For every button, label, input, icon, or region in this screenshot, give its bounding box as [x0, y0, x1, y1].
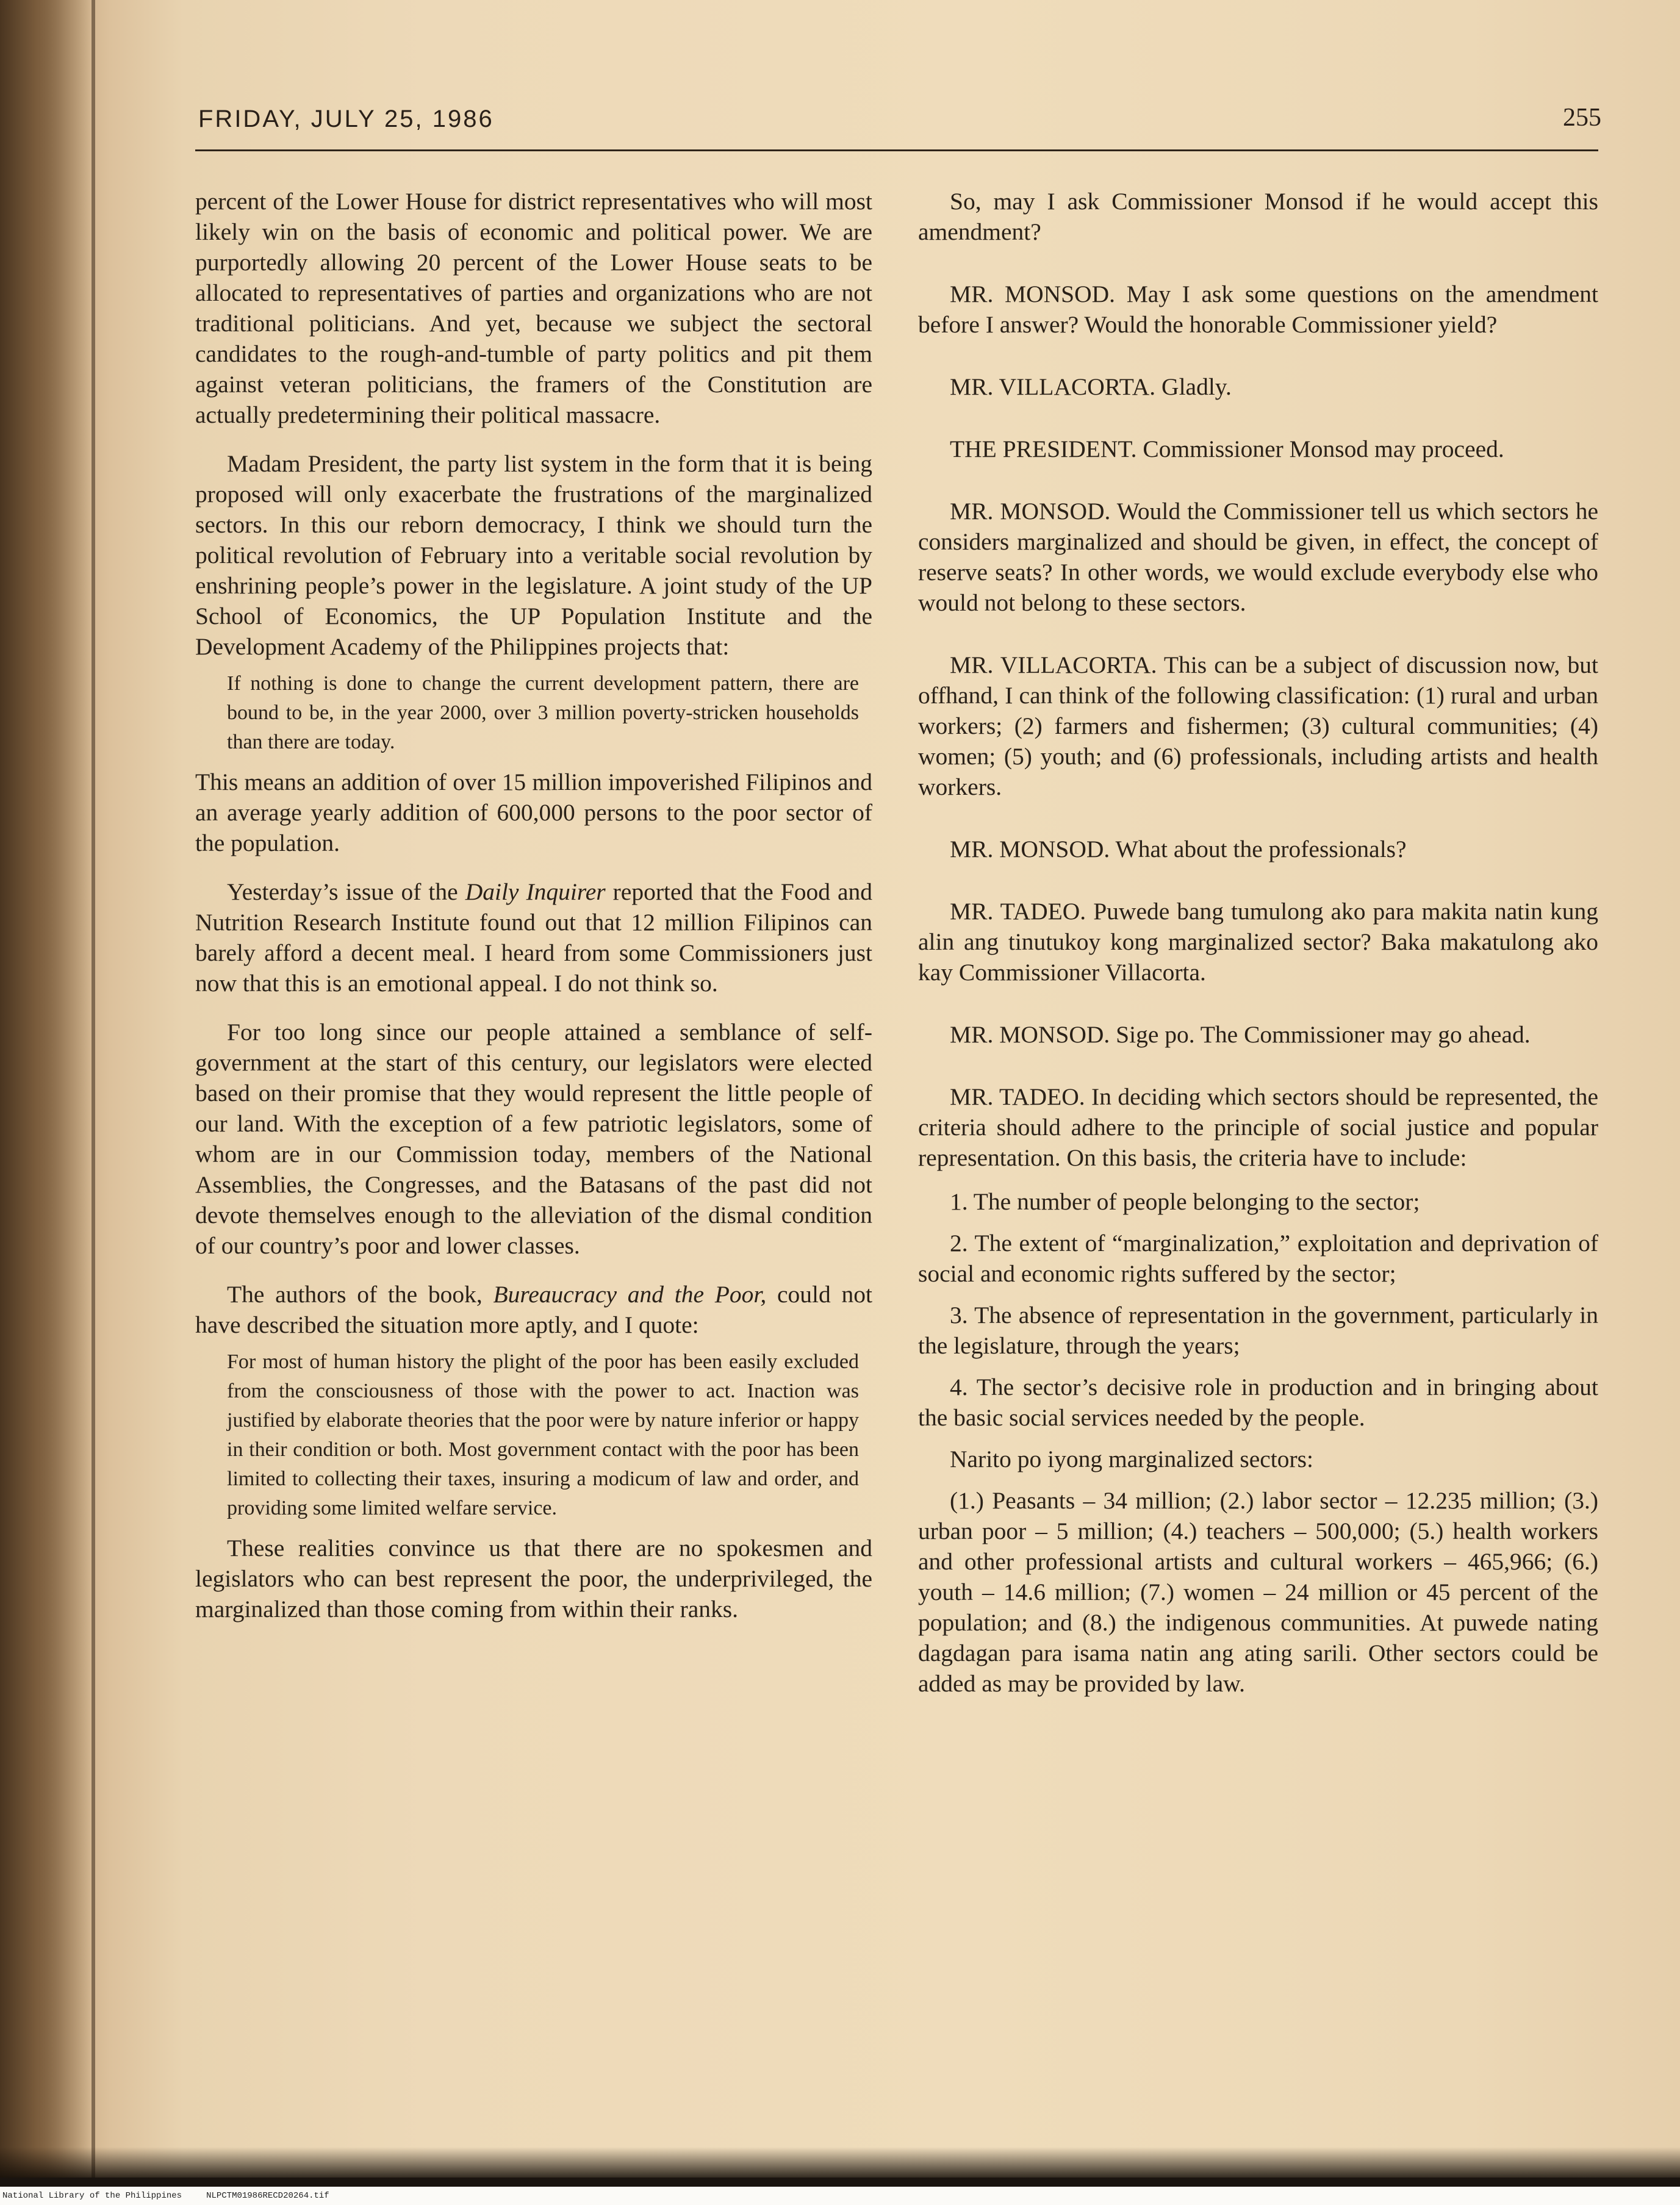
text-run: could not have described the situation more aptly, and I quote: — [195, 1281, 873, 1338]
criteria-item: 1. The number of people belonging to the sector; — [950, 1188, 1420, 1215]
sector-list: (1.) Peasants – 34 million; (2.) labor sector – 12.235 million; (3.) urban poor – 5 million; (4.) teachers – 500,000; (5.) health workers and other professional artists and cultural workers – 465,966; (6.) youth – 14.6 million; (7.) women – 24 million or 45 percent of the population; and (8.) the indigenous communities. At puwede nating dagdagan para isama natin ang ating sarili. Other sectors could be added as may be provided by law. — [918, 1487, 1598, 1697]
speaker-line: MR. MONSOD. What about the professionals? — [950, 836, 1407, 862]
criteria-item: 3. The absence of representation in the government, particularly in the legislature, through the years; — [918, 1302, 1598, 1359]
book-title: Bureaucracy and the Poor, — [493, 1281, 767, 1308]
speaker-line: MR. TADEO. Puwede bang tumulong ako para makita natin kung alin ang tinutukoy kong marginalized sector? Baka makatulong ako kay Commissioner Villacorta. — [918, 898, 1598, 986]
block-quote: For most of human history the plight of the poor has been easily excluded from the consciousness of those with the power to act. Inaction was justified by elaborate theories that the poor were by nature inferior or happy in their condition or both. Most government contact with the poor has been limited to collecting their taxes, insuring a modicum of law and order, and providing some limited welfare service. — [227, 1350, 859, 1519]
left-column — [195, 186, 872, 1643]
paragraph: This means an addition of over 15 million impoverished Filipinos and an average yearly addition of 600,000 persons to the poor sector of the population. — [195, 769, 872, 856]
speaker-line: MR. TADEO. In deciding which sectors should be represented, the criteria should adhere to the principle of social justice and popular representation. On this basis, the criteria have to include: — [918, 1083, 1598, 1171]
paragraph: percent of the Lower House for district representatives who will most likely win on the basis of economic and political power. We are purportedly allowing 20 percent of the Lower House seats to be allocated to representatives of parties and organizations who are not traditional politicians. And yet, because we subject the sectoral candidates to the rough-and-tumble of party politics and pit them against veteran politicians, the framers of the Constitution are actually predetermining their political massacre. — [195, 188, 872, 428]
speaker-line: MR. VILLACORTA. This can be a subject of discussion now, but offhand, I can think of the following classification: (1) rural and urban workers; (2) farmers and fishermen; (3) cultural communities; (4) women; (5) youth; and (6) professionals, including artists and health workers. — [918, 651, 1598, 800]
paragraph: Narito po iyong marginalized sectors: — [950, 1446, 1314, 1472]
block-quote: If nothing is done to change the current development pattern, there are bound to be, in the year 2000, over 3 million poverty-stricken households than there are today. — [227, 672, 859, 753]
criteria-item: 4. The sector’s decisive role in production and in bringing about the basic social services needed by the people. — [918, 1374, 1598, 1431]
speaker-line: MR. MONSOD. Sige po. The Commissioner may go ahead. — [950, 1021, 1531, 1048]
scan-filename: NLPCTM01986RECD20264.tif — [206, 2191, 329, 2201]
speaker-line: MR. MONSOD. Would the Commissioner tell us which sectors he considers marginalized and should be given, in effect, the concept of reserve seats? In other words, we would exclude everybody else who would not belong to these sectors. — [918, 498, 1598, 616]
right-column — [918, 186, 1598, 1710]
paragraph: Madam President, the party list system in the form that it is being proposed will only exacerbate the frustrations of the marginalized sectors. In this our reborn democracy, I think we should turn the political revolution of February into a veritable social revolution by enshrining people’s power in the legislature. A joint study of the UP School of Economics, the UP Population Institute and the Development Academy of the Philippines projects that: — [195, 450, 872, 660]
page-header — [198, 101, 1601, 143]
text-run: The authors of the book, — [227, 1281, 494, 1308]
speaker-line: MR. MONSOD. May I ask some questions on the amendment before I answer? Would the honorable Commissioner yield? — [918, 281, 1598, 338]
speaker-line: MR. VILLACORTA. Gladly. — [950, 373, 1232, 400]
paragraph — [195, 877, 872, 999]
scan-footer — [0, 2187, 1680, 2205]
paragraph: These realities convince us that there are no spokesmen and legislators who can best represent the poor, the underprivileged, the marginalized than those coming from within their ranks. — [195, 1535, 872, 1622]
page-bottom-edge — [0, 2147, 1680, 2178]
text-run: Yesterday’s issue of the — [227, 878, 465, 905]
page-fold-shadow — [0, 0, 92, 2178]
header-rule — [195, 149, 1598, 151]
binding-edge — [92, 0, 95, 2178]
criteria-item: 2. The extent of “marginalization,” exploitation and deprivation of social and economic rights suffered by the sector; — [918, 1230, 1598, 1287]
paragraph: For too long since our people attained a semblance of self-government at the start of this century, our legislators were elected based on their promise that they would represent the little people of our land. With the exception of a few patriotic legislators, some of whom are in our Commission today, members of the National Assemblies, the Congresses, and the Batasans of the past did not devote themselves enough to the alleviation of the dismal condition of our country’s poor and lower classes. — [195, 1019, 872, 1259]
paragraph — [195, 1279, 872, 1340]
speaker-line: THE PRESIDENT. Commissioner Monsod may proceed. — [950, 436, 1504, 462]
publication-title: Daily Inquirer — [465, 878, 606, 905]
paragraph: So, may I ask Commissioner Monsod if he would accept this amendment? — [918, 188, 1598, 245]
page-number: 255 — [1563, 104, 1601, 132]
header-date: FRIDAY, JULY 25, 1986 — [198, 106, 494, 132]
library-credit: National Library of the Philippines — [2, 2191, 182, 2201]
text-run: reported that the Food and Nutrition Research Institute found out that 12 million Filipinos can barely afford a decent meal. I heard from some Commissioners just now that this is an emotional appeal. I do not think so. — [195, 878, 872, 997]
